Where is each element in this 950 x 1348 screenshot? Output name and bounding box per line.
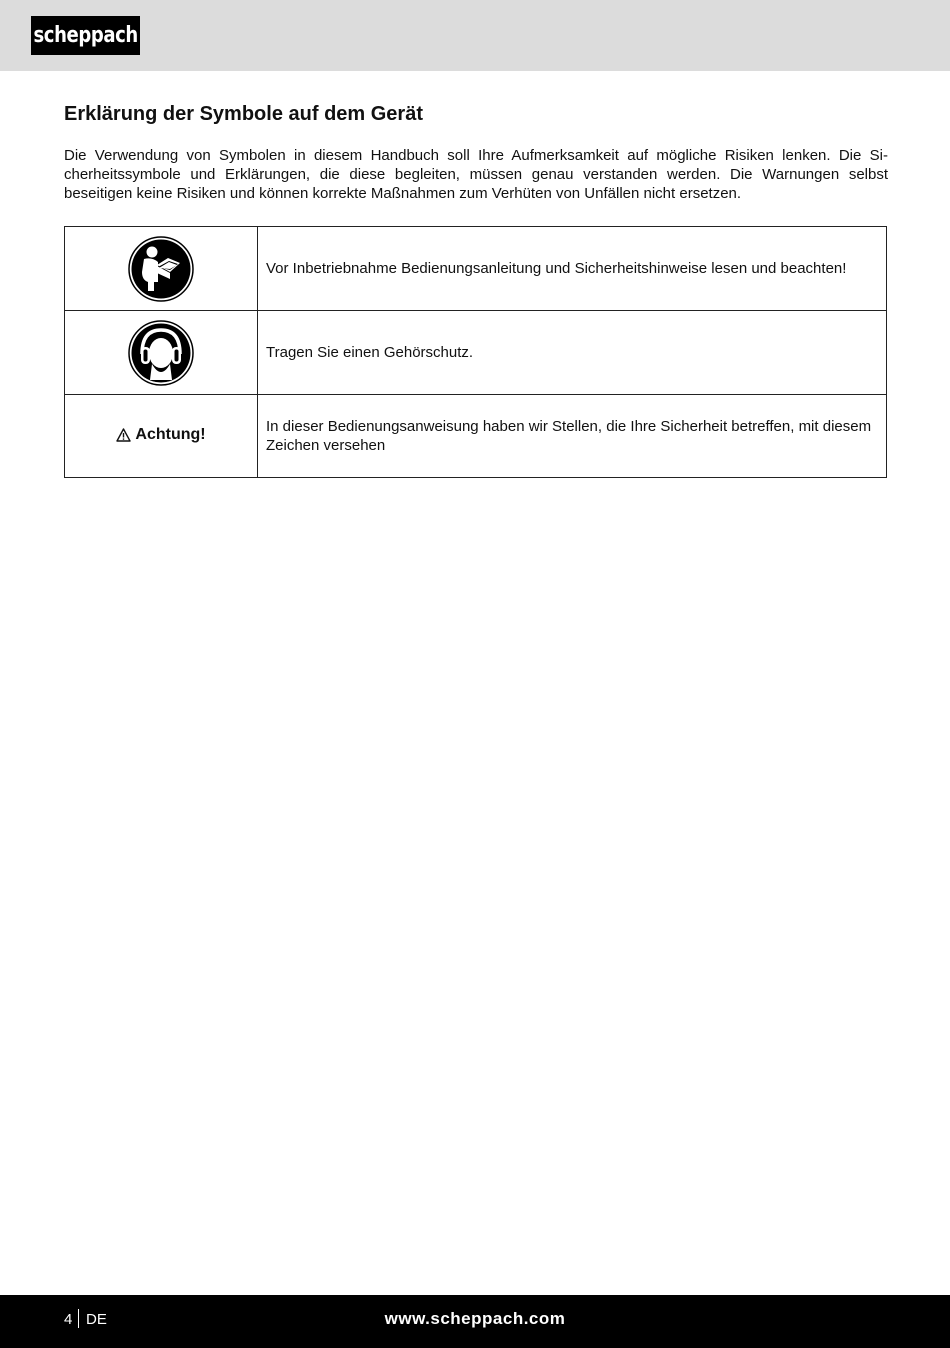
intro-paragraph: Die Verwendung von Symbolen in diesem Handbuch soll Ihre Aufmerksamkeit auf mögliche Risiken lenken. Die Sicherheitssymbole und Erklärungen, die diese begleiten, müssen genau verstanden werden. Die Warnungen selbst beseitigen keine Risiken und können korrekte Maßnahmen zum Verhüten von Unfällen nicht ersetzen. [64, 147, 888, 202]
footer-band [0, 1295, 950, 1348]
description-cell [258, 227, 887, 311]
website-link[interactable]: www.scheppach.com [384, 1309, 566, 1328]
logo-text: scheppach [33, 23, 138, 48]
warning-triangle-icon [116, 428, 131, 442]
symbol-table [64, 226, 887, 478]
read-manual-icon [128, 236, 194, 302]
read-manual-description: Vor Inbetriebnahme Bedienungsanleitung und Sicherheitshinweise lesen und beachten! [266, 260, 847, 277]
hearing-protection-description: Tragen Sie einen Gehörschutz. [266, 344, 474, 361]
table-row [65, 227, 887, 311]
symbol-cell [65, 395, 258, 478]
warning-description: In dieser Bedienungsanweisung haben wir Stellen, die Ihre Sicherheit betreffen, mit diesem Zeichen versehen [266, 418, 872, 454]
table-row [65, 311, 887, 395]
description-cell [258, 395, 887, 478]
scheppach-logo [31, 16, 140, 55]
page-number: 4 [64, 1311, 73, 1328]
hearing-protection-icon [128, 320, 194, 386]
page-title: Erklärung der Symbole auf dem Gerät [64, 103, 423, 125]
symbol-cell [65, 227, 258, 311]
header-band [0, 0, 950, 71]
symbol-cell [65, 311, 258, 395]
achtung-label: Achtung! [135, 425, 206, 443]
language-code: DE [86, 1311, 107, 1328]
description-cell [258, 311, 887, 395]
table-row [65, 395, 887, 478]
achtung-label-group [116, 426, 205, 444]
